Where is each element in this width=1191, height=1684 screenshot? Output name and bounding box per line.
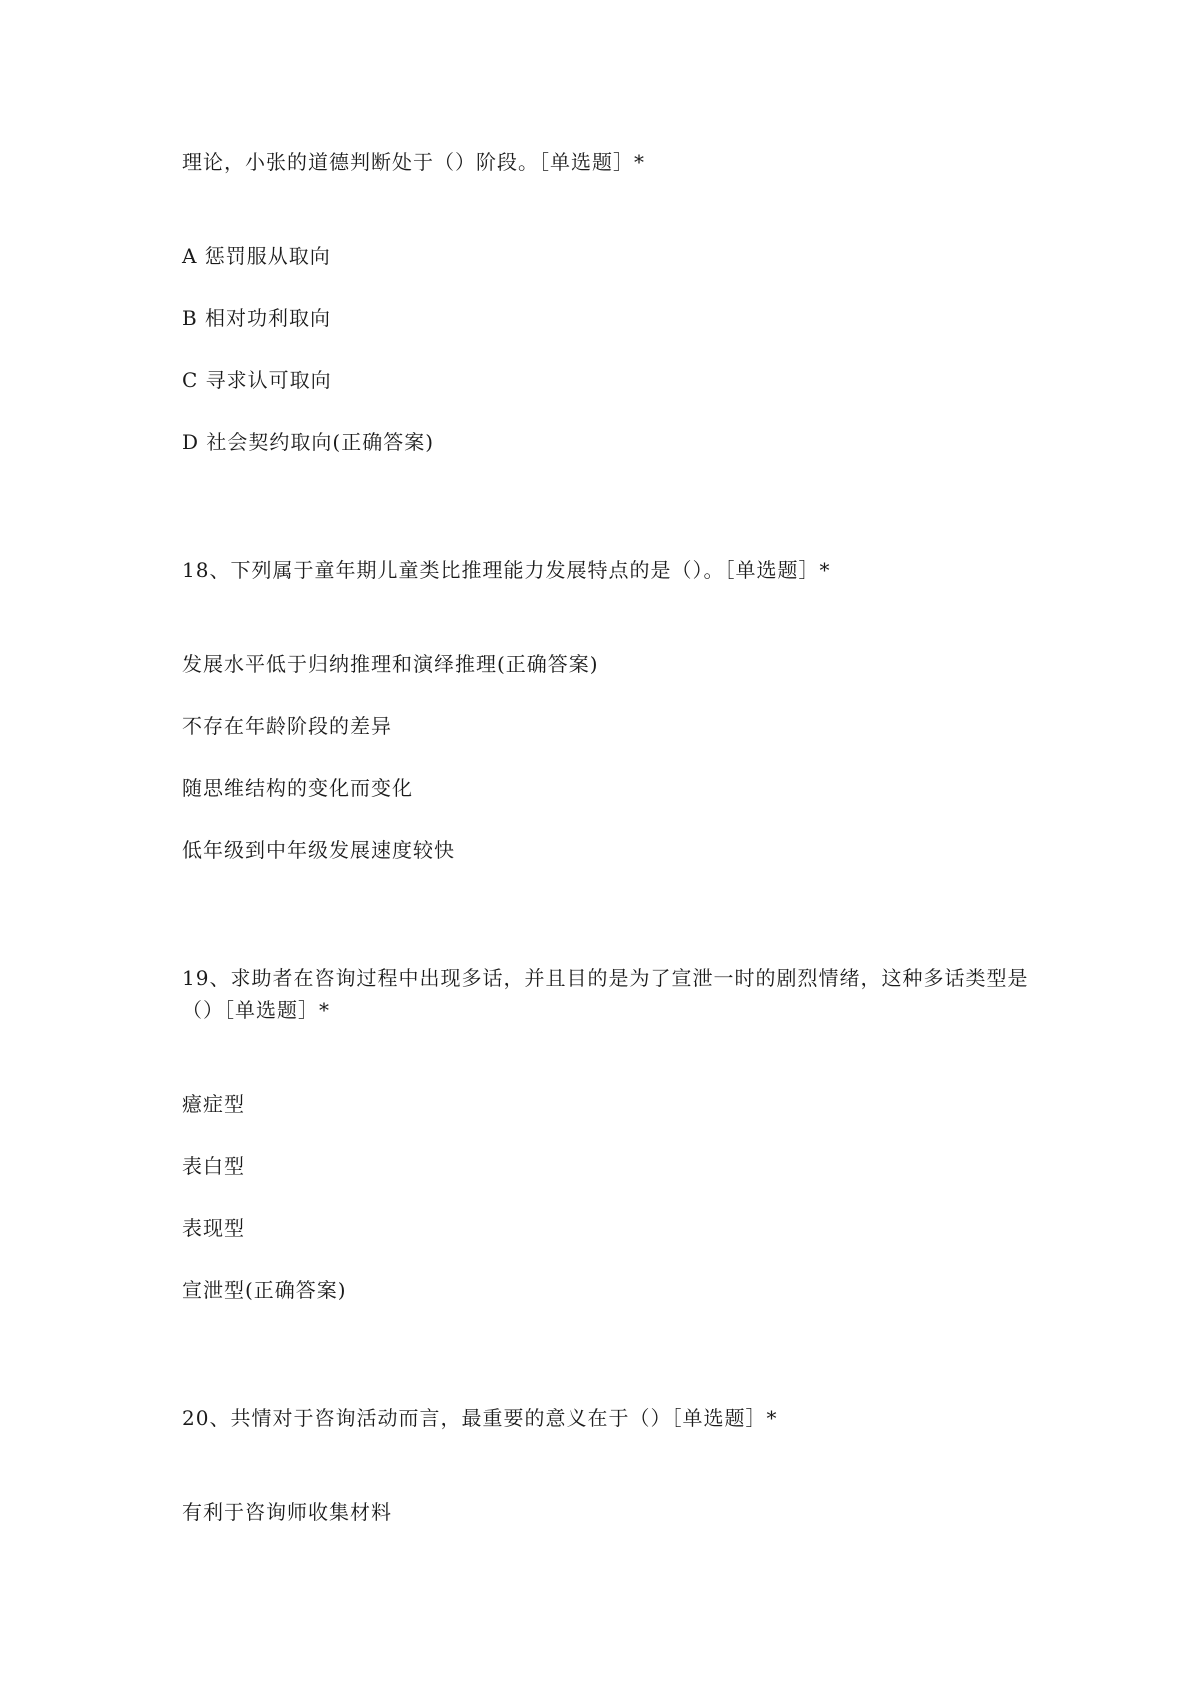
question-17-option-c[interactable]: C 寻求认可取向: [182, 368, 332, 392]
question-19-title-line-2: （）［单选题］*: [182, 998, 330, 1022]
question-17-stem-tail: 理论，小张的道德判断处于（）阶段。［单选题］*: [182, 150, 645, 174]
question-20-title: 20、共情对于咨询活动而言，最重要的意义在于（）［单选题］*: [182, 1406, 778, 1430]
question-20-option-1[interactable]: 有利于咨询师收集材料: [182, 1500, 392, 1524]
question-18-option-3[interactable]: 随思维结构的变化而变化: [182, 776, 413, 800]
question-19-option-4[interactable]: 宣泄型(正确答案): [182, 1278, 347, 1302]
question-19-title-line-1: 19、求助者在咨询过程中出现多话，并且目的是为了宣泄一时的剧烈情绪，这种多话类型是: [182, 966, 1029, 990]
question-19-option-1[interactable]: 癔症型: [182, 1092, 245, 1116]
question-17-option-a[interactable]: A 惩罚服从取向: [182, 244, 331, 268]
question-18-option-4[interactable]: 低年级到中年级发展速度较快: [182, 838, 455, 862]
question-17-option-d[interactable]: D 社会契约取向(正确答案): [182, 430, 434, 454]
question-18-title: 18、下列属于童年期儿童类比推理能力发展特点的是（）。［单选题］*: [182, 558, 831, 582]
question-17-option-b[interactable]: B 相对功利取向: [182, 306, 332, 330]
question-19-option-2[interactable]: 表白型: [182, 1154, 245, 1178]
question-18-option-1[interactable]: 发展水平低于归纳推理和演绎推理(正确答案): [182, 652, 599, 676]
question-18-option-2[interactable]: 不存在年龄阶段的差异: [182, 714, 392, 738]
question-19-option-3[interactable]: 表现型: [182, 1216, 245, 1240]
